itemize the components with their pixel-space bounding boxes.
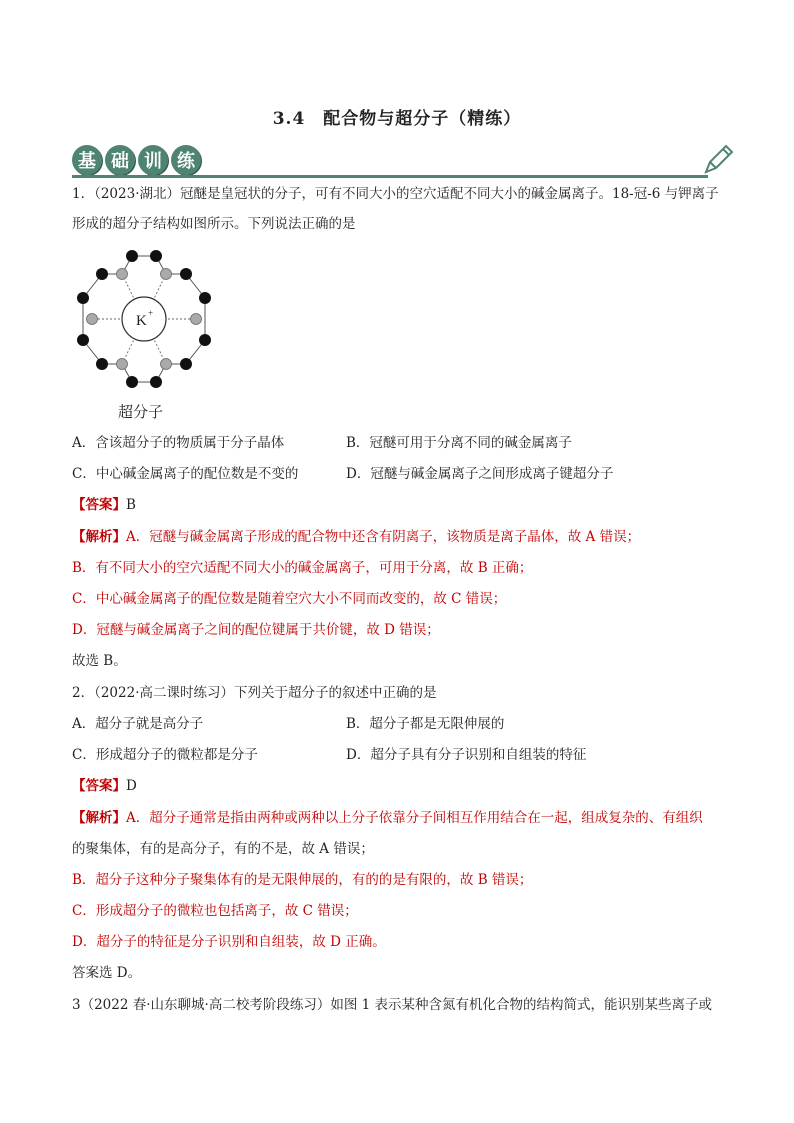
section-tile: 基 xyxy=(72,145,102,175)
analysis-tag: 【解析】 xyxy=(72,810,126,826)
q2-analysis-b: B．超分子这种分子聚集体有的是无限伸展的，有的的是有限的，故 B 错误； xyxy=(72,872,533,888)
q1-conclusion: 故选 B。 xyxy=(72,653,127,669)
q1-analysis-c: C．中心碱金属离子的配位数是随着空穴大小不同而改变的，故 C 错误； xyxy=(72,591,507,607)
analysis-tag: 【解析】 xyxy=(72,529,126,545)
q1-answer xyxy=(72,496,136,514)
section-tile: 练 xyxy=(171,145,201,175)
q2-analysis-a2: 的聚集体，有的是高分子，有的不是，故 A 错误； xyxy=(72,841,374,857)
diagram-caption: 超分子 xyxy=(118,403,164,421)
q1-analysis-d: D．冠醚与碱金属离子之间的配位键属于共价键，故 D 错误； xyxy=(72,622,440,638)
q2-analysis-c: C．形成超分子的微粒也包括离子，故 C 错误； xyxy=(72,903,358,919)
q2-option-c: C．形成超分子的微粒都是分子 xyxy=(72,747,258,763)
answer-value: D xyxy=(126,778,137,794)
q3-stem: 3（2022 春·山东聊城·高二校考阶段练习）如图 1 表示某种含氮有机化合物的结构简式，能识别某些离子或 xyxy=(72,997,712,1013)
q1-option-d: D．冠醚与碱金属离子之间形成离子键超分子 xyxy=(346,466,614,482)
q1-stem-line1: 1．（2023·湖北）冠醚是皇冠状的分子，可有不同大小的空穴适配不同大小的碱金属离子。18-冠-6 与钾离子 xyxy=(72,186,719,202)
q1-stem-line2: 形成的超分子结构如图所示。下列说法正确的是 xyxy=(72,216,356,232)
section-title-tiles xyxy=(72,145,201,175)
page-title: 3.4 配合物与超分子（精练） xyxy=(272,109,522,129)
ion-charge: + xyxy=(148,308,154,318)
q1-option-a: A．含该超分子的物质属于分子晶体 xyxy=(72,435,285,451)
q2-analysis-a1 xyxy=(72,809,703,827)
answer-value: B xyxy=(126,497,136,513)
ion-symbol: K xyxy=(136,313,147,329)
section-tile: 础 xyxy=(105,145,135,175)
q2-option-b: B．超分子都是无限伸展的 xyxy=(346,716,505,732)
q2-option-a: A．超分子就是高分子 xyxy=(72,716,204,732)
pencil-icon xyxy=(702,142,736,176)
q1-analysis-a xyxy=(72,528,640,546)
analysis-text: A．超分子通常是指由两种或两种以上分子依靠分子间相互作用结合在一起，组成复杂的、有组织 xyxy=(126,810,703,826)
q2-conclusion: 答案选 D。 xyxy=(72,965,142,981)
supramolecule-diagram xyxy=(70,246,220,394)
q1-analysis-b: B．有不同大小的空穴适配不同大小的碱金属离子，可用于分离，故 B 正确； xyxy=(72,560,533,576)
q2-analysis-d: D．超分子的特征是分子识别和自组装，故 D 正确。 xyxy=(72,934,386,950)
answer-tag: 【答案】 xyxy=(72,497,126,513)
q1-option-b: B．冠醚可用于分离不同的碱金属离子 xyxy=(346,435,572,451)
q2-answer xyxy=(72,777,137,795)
q1-option-c: C．中心碱金属离子的配位数是不变的 xyxy=(72,466,299,482)
q2-stem: 2．（2022·高二课时练习）下列关于超分子的叙述中正确的是 xyxy=(72,685,437,701)
q2-option-d: D．超分子具有分子识别和自组装的特征 xyxy=(346,747,587,763)
section-divider xyxy=(72,175,708,178)
section-tile: 训 xyxy=(138,145,168,175)
section-header xyxy=(72,142,734,178)
analysis-text: A．冠醚与碱金属离子形成的配合物中还含有阴离子，该物质是离子晶体，故 A 错误； xyxy=(126,529,641,545)
answer-tag: 【答案】 xyxy=(72,778,126,794)
